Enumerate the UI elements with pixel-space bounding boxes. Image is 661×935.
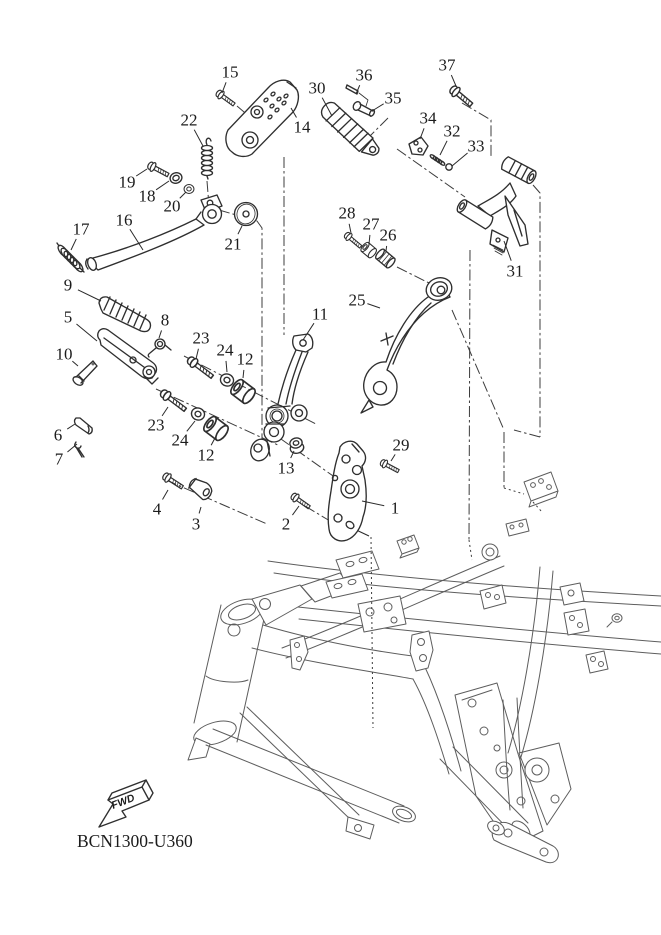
callout-number-26: 26 <box>379 225 397 245</box>
callout-number-37: 37 <box>438 55 456 75</box>
part-25-bracket-arm <box>361 274 455 413</box>
callout-number-21: 21 <box>224 234 242 254</box>
callout-number-6: 6 <box>53 425 63 445</box>
callout-leader-4 <box>163 490 168 499</box>
callout-number-14: 14 <box>293 117 311 137</box>
part-32-spring <box>429 154 445 166</box>
callout-leader-2 <box>292 506 299 515</box>
callout-leader-9 <box>78 290 101 301</box>
frame-seat-rails <box>268 556 661 658</box>
part-19-bolt <box>146 160 170 179</box>
callout-leader-31 <box>504 241 511 261</box>
callout-number-16: 16 <box>115 210 133 230</box>
callout-leader-37 <box>451 75 456 86</box>
callout-number-23: 23 <box>147 415 165 435</box>
callout-number-12: 12 <box>236 349 254 369</box>
callout-leader-26 <box>386 246 387 251</box>
callout-leader-19 <box>136 169 147 176</box>
motorcycle-frame <box>188 472 661 863</box>
callout-number-32: 32 <box>443 121 461 141</box>
part-28-bolt <box>343 231 364 250</box>
callout-leader-29 <box>391 454 395 461</box>
callout-leader-20 <box>180 192 186 198</box>
callout-number-24: 24 <box>171 430 189 450</box>
fwd-arrow <box>99 780 153 827</box>
callout-layer <box>54 56 524 534</box>
frame-mount-block-right <box>524 472 558 507</box>
callout-number-12: 12 <box>197 445 215 465</box>
callout-leader-6 <box>67 424 75 429</box>
part-26-damper <box>374 248 396 269</box>
callout-leader-22 <box>194 130 203 146</box>
callout-leader-12 <box>211 438 215 445</box>
callout-number-33: 33 <box>467 136 485 156</box>
callout-number-27: 27 <box>362 214 380 234</box>
callout-number-7: 7 <box>54 449 64 469</box>
part-14-footrest-plate <box>226 80 298 156</box>
callout-number-1: 1 <box>390 498 400 518</box>
part-31-lever <box>455 156 538 255</box>
callout-leader-10 <box>72 361 78 366</box>
callout-leader-23 <box>196 349 198 359</box>
part-34-plate <box>409 137 428 155</box>
callout-leader-17 <box>71 239 76 250</box>
part-4-bolt <box>161 471 185 491</box>
part-16-brake-pedal <box>86 195 222 271</box>
callout-leader-35 <box>372 104 384 111</box>
callout-leader-8 <box>159 330 162 338</box>
callout-leader-5 <box>76 324 97 341</box>
callout-number-11: 11 <box>311 304 329 324</box>
callout-number-22: 22 <box>180 110 198 130</box>
callout-number-9: 9 <box>63 275 73 295</box>
part-23-bolt-lower <box>158 388 188 414</box>
part-6-pin <box>75 418 93 434</box>
parts-layer <box>53 80 538 541</box>
callout-number-36: 36 <box>355 65 373 85</box>
callout-number-2: 2 <box>281 514 291 534</box>
callout-leader-32 <box>440 141 447 155</box>
callout-number-35: 35 <box>384 88 402 108</box>
part-18-oring <box>169 171 184 185</box>
part-22-spring <box>202 138 213 179</box>
part-12-collar-lower <box>202 415 231 443</box>
part-15-bolt <box>214 88 236 108</box>
part-35-clevis-pin <box>352 100 376 117</box>
callout-number-29: 29 <box>392 435 410 455</box>
part-17-spring <box>56 243 84 273</box>
frame-mount-block-left <box>397 535 419 558</box>
callout-number-5: 5 <box>63 307 73 327</box>
callout-number-19: 19 <box>118 172 136 192</box>
callout-number-3: 3 <box>191 514 201 534</box>
callout-leader-24 <box>226 361 227 372</box>
diagram-code: BCN1300-U360 <box>77 831 193 851</box>
callout-number-31: 31 <box>506 261 524 281</box>
callout-leader-12 <box>243 370 244 378</box>
part-37-bolt <box>448 84 475 109</box>
callout-leader-21 <box>238 226 242 234</box>
callout-number-10: 10 <box>55 344 73 364</box>
callout-leader-28 <box>349 224 351 233</box>
callout-number-25: 25 <box>348 290 366 310</box>
part-9-footrest-pad <box>99 297 151 332</box>
part-13-nut <box>289 437 305 455</box>
callout-number-17: 17 <box>72 219 90 239</box>
part-1-bracket-plate <box>328 441 366 541</box>
callout-leader-33 <box>452 153 468 166</box>
part-2-screw <box>289 491 311 510</box>
callout-leader-27 <box>369 235 370 244</box>
part-8-spring <box>148 339 171 357</box>
frame-pivot-plates <box>440 683 571 863</box>
part-29-bolt <box>379 458 400 475</box>
callout-number-28: 28 <box>338 203 356 223</box>
part-30-footrest <box>316 99 384 161</box>
part-24-washer-lower <box>190 406 207 422</box>
callout-leader-7 <box>67 444 77 452</box>
callout-number-15: 15 <box>221 62 239 82</box>
callout-number-13: 13 <box>277 458 295 478</box>
callout-number-8: 8 <box>160 310 170 330</box>
callout-leader-18 <box>156 181 169 190</box>
callout-number-30: 30 <box>308 78 326 98</box>
callout-number-23: 23 <box>192 328 210 348</box>
part-3-damper-block <box>186 475 214 501</box>
part-10-pin <box>71 361 97 387</box>
callout-number-34: 34 <box>419 108 437 128</box>
callout-number-18: 18 <box>138 186 156 206</box>
part-21-washer <box>235 202 258 226</box>
fwd-label: FWD <box>109 792 137 812</box>
callout-number-20: 20 <box>163 196 181 216</box>
callout-number-4: 4 <box>152 499 162 519</box>
frame-down-tube <box>206 729 418 825</box>
part-23-bolt-upper <box>185 355 215 381</box>
callout-leader-25 <box>367 304 380 308</box>
callout-number-24: 24 <box>216 340 234 360</box>
part-33-ball <box>446 164 452 170</box>
callout-leader-3 <box>199 507 201 513</box>
